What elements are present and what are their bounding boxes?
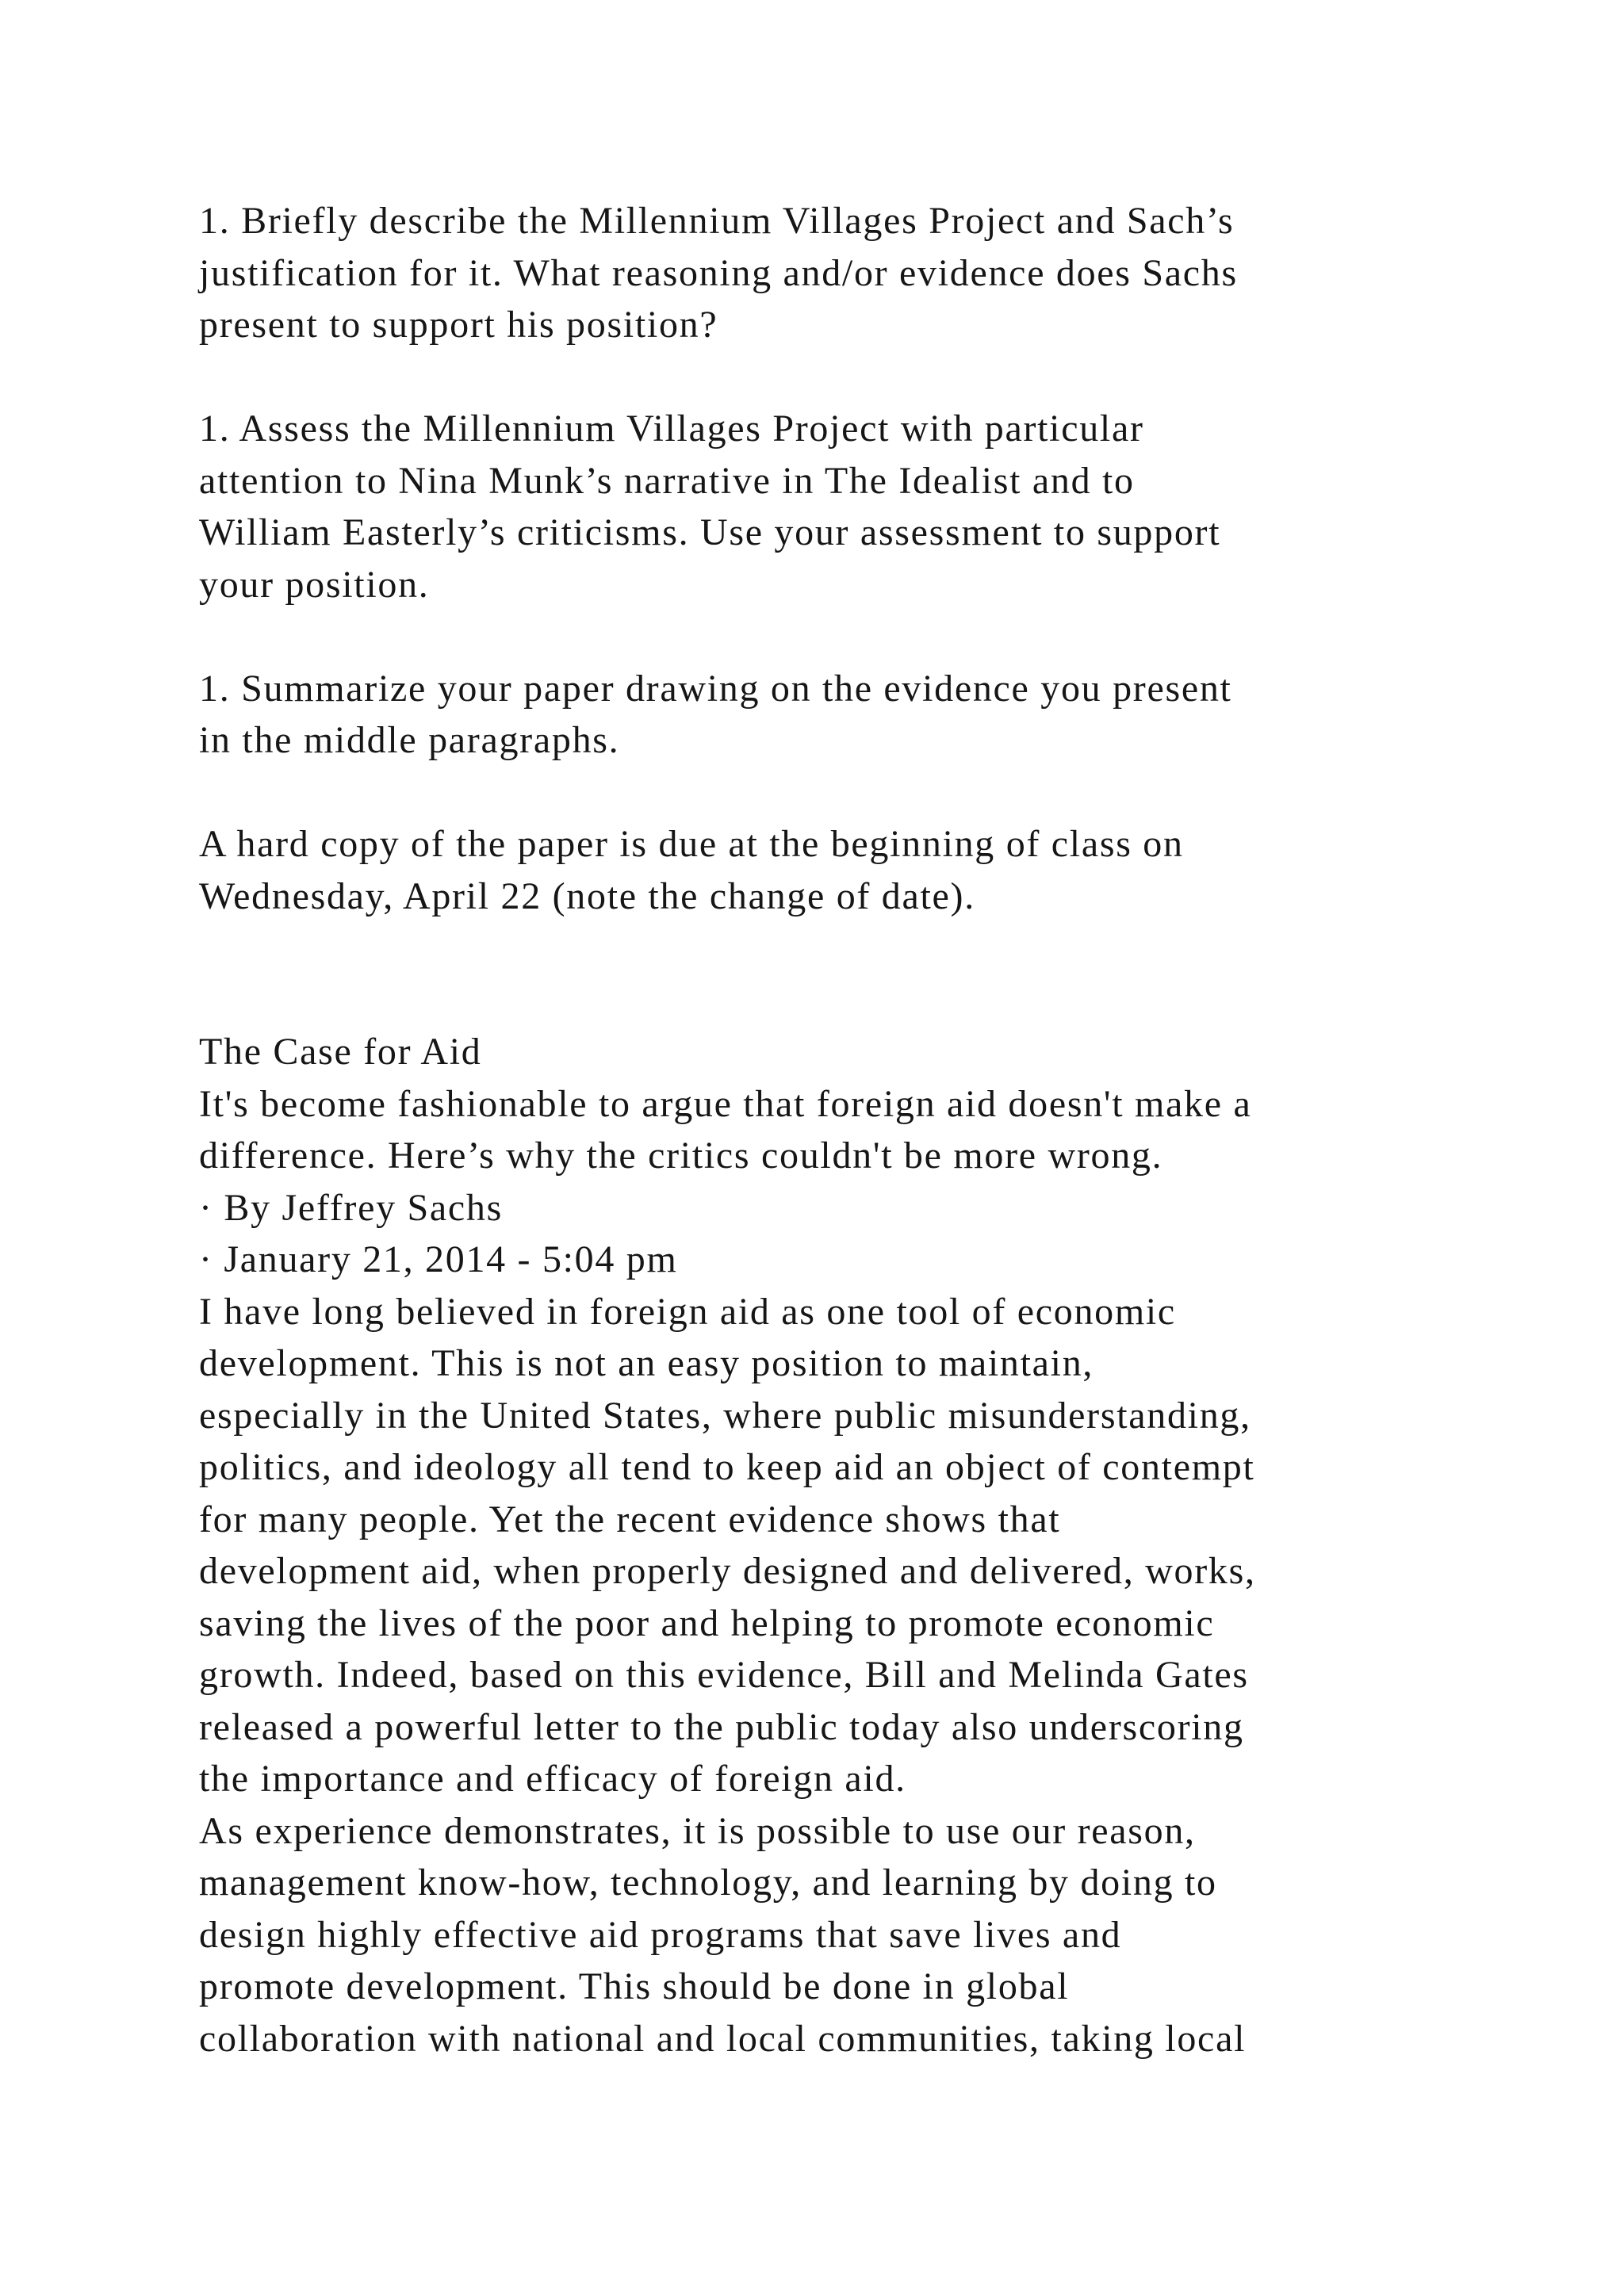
text-line: · January 21, 2014 - 5:04 pm xyxy=(199,1238,678,1280)
blank-line xyxy=(199,767,1436,819)
text-line: I have long believed in foreign aid as one tool of economic xyxy=(199,1290,1176,1333)
text-line: difference. Here’s why the critics couldn't be more wrong. xyxy=(199,1135,1163,1177)
text-line: collaboration with national and local communities, taking local xyxy=(199,2017,1247,2060)
text-line: politics, and ideology all tend to keep aid an object of contempt xyxy=(199,1446,1255,1488)
text-line: The Case for Aid xyxy=(199,1031,482,1073)
document-body xyxy=(199,195,1436,2064)
text-line: As experience demonstrates, it is possible to use our reason, xyxy=(199,1809,1196,1852)
text-line: attention to Nina Munk’s narrative in The Idealist and to xyxy=(199,459,1135,502)
blank-line xyxy=(199,351,1436,404)
text-line: design highly effective aid programs that save lives and xyxy=(199,1913,1122,1956)
blank-line xyxy=(199,610,1436,663)
text-line: It's become fashionable to argue that foreign aid doesn't make a xyxy=(199,1082,1252,1125)
text-line: justification for it. What reasoning and/or evidence does Sachs xyxy=(199,251,1238,294)
text-line: development. This is not an easy position to maintain, xyxy=(199,1342,1094,1384)
text-line: 1. Summarize your paper drawing on the evidence you present xyxy=(199,667,1232,710)
text-line: development aid, when properly designed and delivered, works, xyxy=(199,1550,1256,1592)
text-line: growth. Indeed, based on this evidence, Bill and Melinda Gates xyxy=(199,1654,1249,1696)
blank-line xyxy=(199,922,1436,974)
text-line: William Easterly’s criticisms. Use your assessment to support xyxy=(199,511,1221,553)
text-line: released a powerful letter to the public today also underscoring xyxy=(199,1705,1244,1748)
text-line: · By Jeffrey Sachs xyxy=(199,1186,503,1229)
text-line: management know-how, technology, and learning by doing to xyxy=(199,1862,1217,1904)
text-line: for many people. Yet the recent evidence shows that xyxy=(199,1498,1061,1540)
text-line: 1. Assess the Millennium Villages Project with particular xyxy=(199,408,1144,450)
blank-line xyxy=(199,974,1436,1027)
text-line: in the middle paragraphs. xyxy=(199,719,620,761)
text-line: saving the lives of the poor and helping to promote economic xyxy=(199,1601,1215,1644)
text-line: Wednesday, April 22 (note the change of date). xyxy=(199,874,975,917)
text-line: your position. xyxy=(199,563,430,606)
text-line: present to support his position? xyxy=(199,304,718,346)
text-line: A hard copy of the paper is due at the beginning of class on xyxy=(199,823,1184,865)
text-line: 1. Briefly describe the Millennium Villages Project and Sach’s xyxy=(199,200,1235,242)
text-line: especially in the United States, where public misunderstanding, xyxy=(199,1394,1251,1437)
text-line: the importance and efficacy of foreign aid. xyxy=(199,1758,906,1800)
text-line: promote development. This should be done in global xyxy=(199,1965,1070,2007)
